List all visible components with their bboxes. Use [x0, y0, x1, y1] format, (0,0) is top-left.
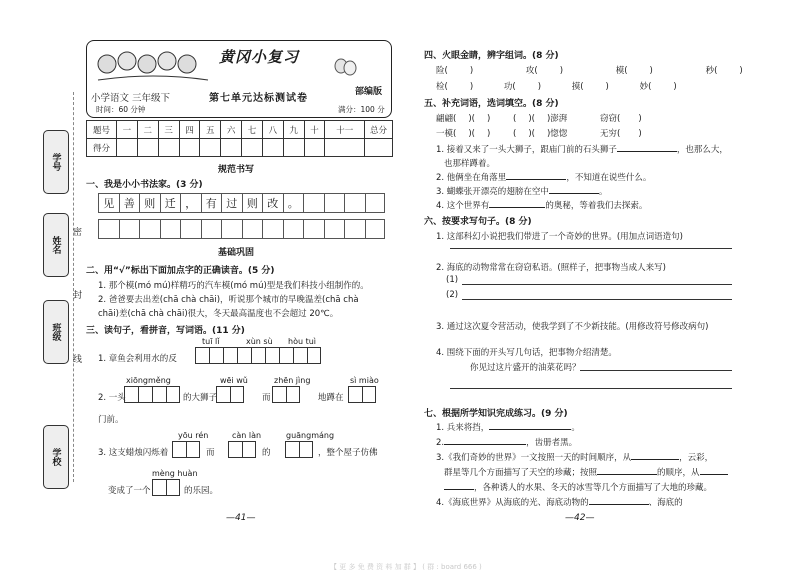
question-item: 4. 围绕下面的开头写几句话，把事物介绍清楚。	[436, 348, 617, 358]
watermark-text: 【 更 多 免 费 资 料 加 群 】 ( 群 : board 666 )	[330, 563, 482, 571]
table-cell: 五	[200, 121, 221, 139]
word-fill-row: 一模( )( ) ( )( )惚惚 无穷( )	[436, 129, 642, 139]
seal-char: 封	[73, 291, 83, 301]
grid-cell[interactable]	[221, 219, 242, 239]
page-number: —42—	[565, 513, 595, 523]
score-table	[86, 120, 393, 157]
score-table-header-row	[87, 121, 393, 139]
question-title: 二、用“√”标出下面加点字的正确读音。(5 分)	[86, 266, 275, 276]
question-item: 3. 这支蜡烛闪烁着	[98, 448, 169, 458]
table-cell: 四	[179, 121, 200, 139]
question-item: 4.《海底世界》从海底的光、海底动物的 、海底的	[436, 498, 683, 508]
pinyin-label: mèng huàn	[152, 469, 198, 478]
table-cell: 十一	[325, 121, 365, 139]
question-title: 五、补充词语，选词填空。(8 分)	[424, 99, 559, 109]
pinyin-label: sì miào	[350, 376, 379, 385]
answer-boxes[interactable]	[216, 386, 244, 403]
table-cell: 总分	[365, 121, 393, 139]
question-item: 1. 那个模(mó mú)样精巧的汽车模(mó mú)型是我们科技小组制作的。	[98, 281, 369, 291]
grid-cell: 见	[98, 193, 119, 213]
answer-line[interactable]	[450, 388, 732, 389]
table-cell: 七	[242, 121, 263, 139]
table-cell: 题号	[87, 121, 117, 139]
grid-cell: 有	[201, 193, 222, 213]
grid-cell[interactable]	[139, 219, 160, 239]
question-item: 而	[206, 448, 215, 458]
question-item: 2. 爸爸要去出差(chā chà chāi)，听说那个城市的早晚温差(chā chà	[98, 295, 359, 305]
score-input-cell[interactable]	[179, 139, 200, 157]
side-label-name: 姓名	[43, 213, 69, 277]
score-input-cell[interactable]	[365, 139, 393, 157]
table-cell: 一	[117, 121, 138, 139]
question-item: 的乐园。	[184, 486, 219, 496]
calligraphy-grid-model	[98, 193, 385, 213]
seal-char: 线	[73, 355, 83, 365]
side-label-school: 学校	[43, 425, 69, 489]
question-item: 3. 通过这次夏令营活动，使我学到了不少新技能。(用修改符号修改病句)	[436, 322, 709, 332]
question-item: 1. 接着又来了一头大狮子，跟庙门前的石头狮子 ，也那么大，	[436, 145, 728, 155]
score-input-cell[interactable]	[117, 139, 138, 157]
grid-cell: ，	[180, 193, 201, 213]
score-input-cell[interactable]	[325, 139, 365, 157]
question-item: 1. 这部科幻小说把我们带进了一个奇妙的世界。(用加点词语造句)	[436, 232, 683, 242]
seal-char: 密	[73, 228, 83, 238]
answer-boxes[interactable]	[348, 386, 376, 403]
pinyin-label: wēi wǔ	[220, 376, 248, 385]
balloons-icon	[332, 58, 358, 80]
grid-cell	[324, 193, 345, 213]
cartoon-kids-image	[95, 46, 211, 82]
grid-cell[interactable]	[344, 219, 365, 239]
grid-cell[interactable]	[262, 219, 283, 239]
answer-boxes[interactable]	[272, 386, 300, 403]
question-item: 地蹲在	[318, 393, 344, 403]
table-cell: 二	[137, 121, 158, 139]
question-item: ，各种诱人的水果、冬天的冰雪等几个方面描写了大地的珍藏。	[444, 481, 712, 493]
grid-cell[interactable]	[180, 219, 201, 239]
grid-cell: 则	[242, 193, 263, 213]
grid-cell[interactable]	[119, 219, 140, 239]
question-item: 也那样蹲着。	[444, 159, 496, 169]
question-title: 四、火眼金睛，辨字组词。(8 分)	[424, 51, 559, 61]
grid-cell[interactable]	[98, 219, 119, 239]
question-item: 你见过这片盛开的油菜花吗？	[470, 363, 581, 373]
table-cell: 十	[304, 121, 325, 139]
subject-label: 小学语文 三年级下	[91, 93, 171, 104]
answer-boxes[interactable]	[152, 479, 180, 496]
grid-cell[interactable]	[242, 219, 263, 239]
pinyin-label: tuī lǐ	[202, 337, 220, 346]
calligraphy-grid-practice[interactable]	[98, 219, 385, 239]
grid-cell[interactable]	[365, 219, 386, 239]
word-fill-row: 翩翩( )( ) ( )( )澎湃 窃窃( )	[436, 114, 642, 124]
question-item: 3. 蝴蝶张开漂亮的翅膀在空中 。	[436, 187, 608, 197]
score-table-score-row	[87, 139, 393, 157]
answer-boxes[interactable]	[124, 386, 180, 403]
pinyin-label: xùn sù	[246, 337, 273, 346]
answer-boxes[interactable]	[172, 441, 200, 458]
score-input-cell[interactable]	[242, 139, 263, 157]
question-item: 1. 章鱼会利用水的反	[98, 354, 177, 364]
question-item: 4. 这个世界有 的奥秘，等着我们去探索。	[436, 201, 648, 211]
grid-cell: 迁	[160, 193, 181, 213]
grid-cell: 改	[262, 193, 283, 213]
score-input-cell[interactable]	[283, 139, 304, 157]
pinyin-label: yōu rén	[178, 431, 209, 440]
question-item: 2. 他俩坐在角落里 ，不知道在说些什么。	[436, 173, 652, 183]
question-item: 1. 兵来将挡， 。	[436, 423, 580, 433]
page-number: —41—	[226, 513, 256, 523]
edition-label: 部编版	[355, 87, 383, 97]
grid-cell	[303, 193, 324, 213]
question-item: 2. ，齿册者黑。	[436, 438, 578, 448]
section-title: 基础巩固	[218, 248, 255, 258]
table-cell: 八	[262, 121, 283, 139]
answer-line[interactable]	[580, 370, 732, 371]
answer-boxes[interactable]	[228, 441, 256, 458]
grid-cell[interactable]	[283, 219, 304, 239]
grid-cell: 善	[119, 193, 140, 213]
grid-cell[interactable]	[160, 219, 181, 239]
word-group-row: 险( ) 攻( ) 模( ) 秒( )	[436, 66, 743, 76]
grid-cell: 过	[221, 193, 242, 213]
question-item: 2. 海底的动物常常在窃窃私语。(照样子，把事物当成人来写)	[436, 263, 666, 273]
side-label-student-id: 学号	[43, 130, 69, 194]
score-input-cell[interactable]	[304, 139, 325, 157]
answer-line[interactable]	[462, 284, 732, 285]
answer-line[interactable]	[450, 248, 732, 249]
question-item: 变成了一个	[108, 486, 151, 496]
full-score: 满分：100 分	[338, 105, 385, 114]
score-input-cell[interactable]	[262, 139, 283, 157]
table-cell: 三	[158, 121, 179, 139]
pinyin-label: xiōngměng	[126, 376, 171, 385]
grid-cell	[344, 193, 365, 213]
answer-boxes[interactable]	[195, 347, 321, 364]
side-label-class: 班级	[43, 300, 69, 364]
grid-cell[interactable]	[303, 219, 324, 239]
question-item: 而	[262, 393, 271, 403]
pinyin-label: hòu tuì	[288, 337, 317, 346]
pinyin-label: càn làn	[232, 431, 262, 440]
table-cell: 九	[283, 121, 304, 139]
time-limit: 时间：60 分钟	[96, 105, 146, 114]
question-title: 六、按要求写句子。(8 分)	[424, 217, 532, 227]
question-item: ，整个屋子仿佛	[318, 448, 378, 458]
question-item: 门前。	[98, 415, 124, 425]
grid-cell[interactable]	[324, 219, 345, 239]
grid-cell	[365, 193, 386, 213]
score-input-cell[interactable]	[221, 139, 242, 157]
pinyin-label: guāngmáng	[286, 431, 335, 440]
question-item: 的	[262, 448, 271, 458]
question-item: chāi)差(chā chà chāi)很大，冬天最高温度也不会超过 20℃。	[98, 309, 339, 319]
score-input-cell[interactable]	[200, 139, 221, 157]
grid-cell[interactable]	[201, 219, 222, 239]
answer-line[interactable]	[462, 299, 732, 300]
table-cell: 六	[221, 121, 242, 139]
question-item: 的大狮子	[183, 393, 218, 403]
score-input-cell[interactable]	[158, 139, 179, 157]
question-item: 3.《我们奇妙的世界》一文按照一天的时间顺序，从 ，云彩，	[436, 453, 714, 463]
question-title: 三、读句子，看拼音，写词语。(11 分)	[86, 326, 245, 336]
grid-cell: 则	[139, 193, 160, 213]
question-item: (2)	[446, 290, 459, 300]
question-title: 七、根据所学知识完成练习。(9 分)	[424, 409, 568, 419]
question-item: 2. 一头	[98, 393, 126, 403]
score-input-cell[interactable]	[137, 139, 158, 157]
pinyin-label: zhēn jìng	[274, 376, 311, 385]
section-title: 规范书写	[218, 165, 255, 175]
exam-title: 第七单元达标测试卷	[209, 93, 308, 104]
table-cell: 得分	[87, 139, 117, 157]
word-group-row: 检( ) 功( ) 摸( ) 妙( )	[436, 82, 677, 92]
grid-cell: 。	[283, 193, 304, 213]
answer-boxes[interactable]	[285, 441, 313, 458]
question-title: 一、我是小小书法家。(3 分)	[86, 180, 203, 190]
brand-logo: 黄冈小复习	[219, 48, 300, 66]
question-item: (1)	[446, 275, 459, 285]
question-item: 群星等几个方面描写了天空的珍藏；按照 的顺序，从	[444, 466, 728, 478]
